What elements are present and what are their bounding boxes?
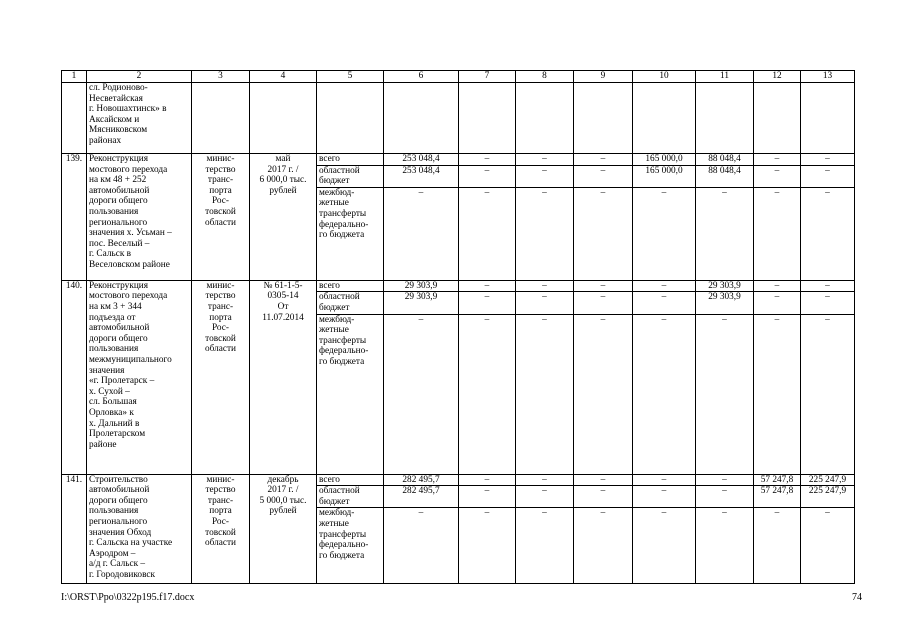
amount-cell: – xyxy=(459,292,516,314)
amount-cell: – xyxy=(633,508,696,584)
amount-cell: – xyxy=(574,474,633,486)
funding-source: межбюд- жетные трансферты федерально- го бюджета xyxy=(317,314,384,474)
amount-cell: – xyxy=(516,187,574,280)
project-name: Реконструкция мостового перехода на км 3 + 344 подъезда от автомобильной дороги общего пользования межмуниципального значения «г. Пролетарск – х. Сухой – сл. Большая Орловка» к х. Дальний в Пролетарском районе xyxy=(87,280,192,474)
amount-cell: – xyxy=(459,314,516,474)
amount-cell: 253 048,4 xyxy=(384,154,459,166)
amount-cell: – xyxy=(574,508,633,584)
amount-cell: – xyxy=(516,314,574,474)
entry-row xyxy=(62,474,855,486)
amount-cell: – xyxy=(754,165,801,187)
amount-cell: – xyxy=(754,187,801,280)
header-cell: 7 xyxy=(459,71,516,83)
amount-cell: 165 000,0 xyxy=(633,154,696,166)
page-number: 74 xyxy=(852,592,862,603)
continuation-name: сл. Родионово- Несветайская г. Новошахтинск» в Аксайском и Мясниковском районах xyxy=(87,83,192,154)
amount-cell: – xyxy=(754,508,801,584)
amount-cell: – xyxy=(633,292,696,314)
amount-cell: – xyxy=(459,187,516,280)
amount-cell: – xyxy=(754,154,801,166)
funding-source: всего xyxy=(317,474,384,486)
amount-cell: – xyxy=(459,474,516,486)
amount-cell: 165 000,0 xyxy=(633,165,696,187)
amount-cell: – xyxy=(574,280,633,292)
amount-cell: – xyxy=(516,508,574,584)
amount-cell: – xyxy=(574,165,633,187)
amount-cell: – xyxy=(801,280,855,292)
amount-cell: – xyxy=(459,486,516,508)
amount-cell: – xyxy=(459,154,516,166)
header-cell: 4 xyxy=(250,71,317,83)
project-name: Строительство автомобильной дороги общего пользования регионального значения Обход г. Сальска на участке Аэродром – а/д г. Сальск – г. Городовиковск xyxy=(87,474,192,584)
amount-cell: – xyxy=(696,474,754,486)
header-row xyxy=(62,71,855,83)
budget-table xyxy=(61,70,855,584)
funding-source: областной бюджет xyxy=(317,486,384,508)
amount-cell: – xyxy=(801,165,855,187)
amount-cell: – xyxy=(384,187,459,280)
amount-cell: – xyxy=(516,280,574,292)
amount-cell: – xyxy=(574,187,633,280)
header-cell: 10 xyxy=(633,71,696,83)
amount-cell: 88 048,4 xyxy=(696,154,754,166)
amount-cell: – xyxy=(516,292,574,314)
amount-cell: – xyxy=(633,187,696,280)
amount-cell: – xyxy=(459,280,516,292)
amount-cell: 29 303,9 xyxy=(696,280,754,292)
amount-cell: – xyxy=(633,474,696,486)
amount-cell: 88 048,4 xyxy=(696,165,754,187)
amount-cell: – xyxy=(754,314,801,474)
amount-cell: – xyxy=(516,165,574,187)
amount-cell: – xyxy=(801,508,855,584)
amount-cell: – xyxy=(633,280,696,292)
amount-cell: – xyxy=(459,165,516,187)
entry-number: 140. xyxy=(62,280,87,474)
header-cell: 6 xyxy=(384,71,459,83)
funding-source: областной бюджет xyxy=(317,165,384,187)
amount-cell: 282 495,7 xyxy=(384,486,459,508)
amount-cell: – xyxy=(696,314,754,474)
amount-cell: – xyxy=(384,314,459,474)
amount-cell: – xyxy=(516,154,574,166)
entry-row xyxy=(62,154,855,166)
footer-file-path: I:\ORST\Ppo\0322p195.f17.docx xyxy=(61,592,195,603)
header-cell: 1 xyxy=(62,71,87,83)
amount-cell: – xyxy=(801,154,855,166)
continuation-row xyxy=(62,83,855,154)
amount-cell: – xyxy=(696,187,754,280)
amount-cell: – xyxy=(574,154,633,166)
amount-cell: 29 303,9 xyxy=(384,280,459,292)
amount-cell: – xyxy=(754,280,801,292)
entry-number: 141. xyxy=(62,474,87,584)
responsible-organization: минис- терство транс- порта Рос- товской области xyxy=(192,474,250,584)
amount-cell: – xyxy=(384,508,459,584)
responsible-organization: минис- терство транс- порта Рос- товской области xyxy=(192,280,250,474)
funding-source: всего xyxy=(317,280,384,292)
entry-row xyxy=(62,280,855,292)
funding-source: межбюд- жетные трансферты федерально- го бюджета xyxy=(317,187,384,280)
funding-source: всего xyxy=(317,154,384,166)
amount-cell: – xyxy=(459,508,516,584)
amount-cell: – xyxy=(633,486,696,508)
amount-cell: 57 247,8 xyxy=(754,486,801,508)
header-cell: 12 xyxy=(754,71,801,83)
amount-cell: – xyxy=(696,508,754,584)
amount-cell: – xyxy=(633,314,696,474)
amount-cell: – xyxy=(801,187,855,280)
amount-cell: 225 247,9 xyxy=(801,474,855,486)
amount-cell: – xyxy=(801,292,855,314)
entry-number: 139. xyxy=(62,154,87,281)
amount-cell: – xyxy=(801,314,855,474)
amount-cell: 29 303,9 xyxy=(696,292,754,314)
amount-cell: 225 247,9 xyxy=(801,486,855,508)
responsible-organization: минис- терство транс- порта Рос- товской области xyxy=(192,154,250,281)
deadline-cost: № 61-1-5- 0305-14 От 11.07.2014 xyxy=(250,280,317,474)
amount-cell: – xyxy=(696,486,754,508)
header-cell: 3 xyxy=(192,71,250,83)
header-cell: 8 xyxy=(516,71,574,83)
amount-cell: 253 048,4 xyxy=(384,165,459,187)
amount-cell: 282 495,7 xyxy=(384,474,459,486)
amount-cell: – xyxy=(516,474,574,486)
amount-cell: – xyxy=(574,292,633,314)
amount-cell: – xyxy=(754,292,801,314)
amount-cell: – xyxy=(516,486,574,508)
amount-cell: – xyxy=(574,314,633,474)
funding-source: межбюд- жетные трансферты федерально- го бюджета xyxy=(317,508,384,584)
header-cell: 9 xyxy=(574,71,633,83)
funding-source: областной бюджет xyxy=(317,292,384,314)
header-cell: 11 xyxy=(696,71,754,83)
header-cell: 2 xyxy=(87,71,192,83)
amount-cell: – xyxy=(574,486,633,508)
header-cell: 13 xyxy=(801,71,855,83)
deadline-cost: май 2017 г. / 6 000,0 тыс. рублей xyxy=(250,154,317,281)
amount-cell: 57 247,8 xyxy=(754,474,801,486)
amount-cell: 29 303,9 xyxy=(384,292,459,314)
project-name: Реконструкция мостового перехода на км 48 + 252 автомобильной дороги общего пользования регионального значения х. Усьман – пос. Веселый – г. Сальск в Веселовском районе xyxy=(87,154,192,281)
deadline-cost: декабрь 2017 г. / 5 000,0 тыс. рублей xyxy=(250,474,317,584)
header-cell: 5 xyxy=(317,71,384,83)
